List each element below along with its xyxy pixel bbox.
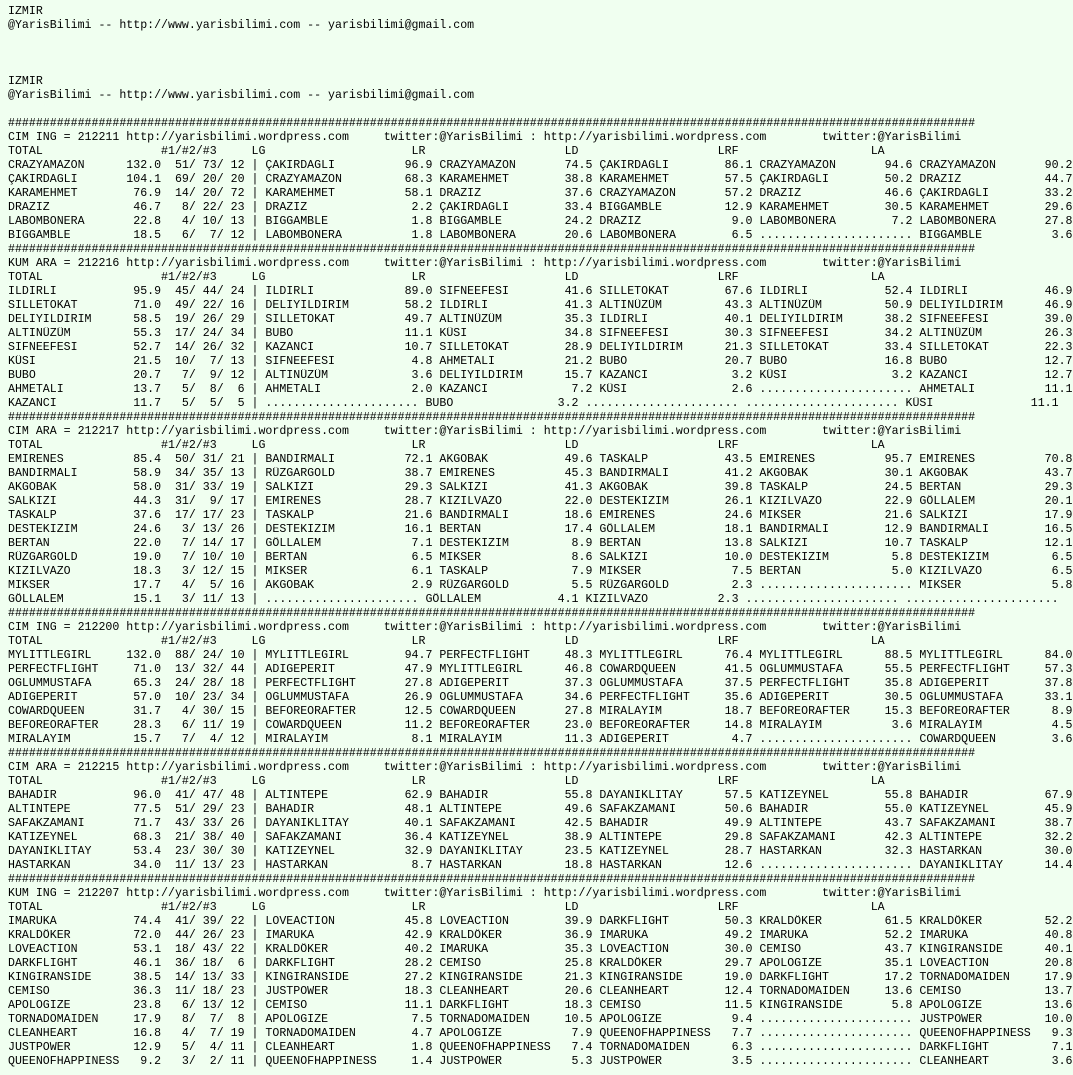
result-row: DAYANIKLITAY 53.4 23/ 30/ 30 | KATIZEYNEL 32.9 DAYANIKLITAY 23.5 KATIZEYNEL 28.7 HASTARKAN 32.3 HASTARKAN 30.0 bbox=[8, 845, 1073, 858]
result-row: KRALDÖKER 72.0 44/ 26/ 23 | IMARUKA 42.9 KRALDÖKER 36.9 IMARUKA 49.2 IMARUKA 52.2 IMARUKA 40.8 bbox=[8, 929, 1073, 942]
result-row: LABOMBONERA 22.8 4/ 10/ 13 | BIGGAMBLE 1.8 BIGGAMBLE 24.2 DRAZIZ 9.0 LABOMBONERA 7.2 LABOMBONERA 27.8 bbox=[8, 215, 1073, 228]
result-row: BIGGAMBLE 18.5 6/ 7/ 12 | LABOMBONERA 1.8 LABOMBONERA 20.6 LABOMBONERA 6.5 ...................... BIGGAMBLE 3.6 bbox=[8, 229, 1073, 242]
result-row: KÜSI 21.5 10/ 7/ 13 | SIFNEEFESI 4.8 AHMETALI 21.2 BUBO 20.7 BUBO 16.8 BUBO 12.7 bbox=[8, 355, 1073, 368]
result-row: SAFAKZAMANI 71.7 43/ 33/ 26 | DAYANIKLITAY 40.1 SAFAKZAMANI 42.5 BAHADIR 49.9 ALTINTEPE 43.7 SAFAKZAMANI 38.7 bbox=[8, 817, 1073, 830]
race-header-line: CIM ARA = 212217 http://yarisbilimi.wordpress.com twitter:@YarisBilimi : http://yarisbilimi.wordpress.com twitter:@YarisBilimi bbox=[8, 425, 962, 438]
result-row: RÜZGARGOLD 19.0 7/ 10/ 10 | BERTAN 6.5 MIKSER 8.6 SALKIZI 10.0 DESTEKIZIM 5.8 DESTEKIZIM 6.5 bbox=[8, 551, 1073, 564]
content-title: IZMIR bbox=[8, 75, 43, 88]
result-row: PERFECTFLIGHT 71.0 13/ 32/ 44 | ADIGEPERIT 47.9 MYLITTLEGIRL 46.8 COWARDQUEEN 41.5 OGLUMMUSTAFA 55.5 PERFECTFLIGHT 57.3 bbox=[8, 663, 1073, 676]
result-row: KATIZEYNEL 68.3 21/ 38/ 40 | SAFAKZAMANI 36.4 KATIZEYNEL 38.9 ALTINTEPE 29.8 SAFAKZAMANI 42.3 ALTINTEPE 32.2 bbox=[8, 831, 1073, 844]
column-header-row: TOTAL #1/#2/#3 LG LR LD LRF LA bbox=[8, 145, 885, 158]
result-row: AHMETALI 13.7 5/ 8/ 6 | AHMETALI 2.0 KAZANCI 7.2 KÜSI 2.6 ...................... AHMETALI 11.1 bbox=[8, 383, 1073, 396]
separator-line: ########################################################################################################################################### bbox=[8, 117, 976, 130]
header-contact-line: @YarisBilimi -- http://www.yarisbilimi.com -- yarisbilimi@gmail.com bbox=[8, 19, 475, 32]
result-row: MIRALAYIM 15.7 7/ 4/ 12 | MIRALAYIM 8.1 MIRALAYIM 11.3 ADIGEPERIT 4.7 ...................... COWARDQUEEN 3.6 bbox=[8, 733, 1073, 746]
result-row: QUEENOFHAPPINESS 9.2 3/ 2/ 11 | QUEENOFHAPPINESS 1.4 JUSTPOWER 5.3 JUSTPOWER 3.5 ...................... CLEANHEART 3.6 bbox=[8, 1055, 1073, 1068]
column-header-row: TOTAL #1/#2/#3 LG LR LD LRF LA bbox=[8, 775, 885, 788]
result-row: COWARDQUEEN 31.7 4/ 30/ 15 | BEFOREORAFTER 12.5 COWARDQUEEN 27.8 MIRALAYIM 18.7 BEFOREORAFTER 15.3 BEFOREORAFTER 8.9 bbox=[8, 705, 1073, 718]
separator-line: ########################################################################################################################################### bbox=[8, 411, 976, 424]
result-row: SALKIZI 44.3 31/ 9/ 17 | EMIRENES 28.7 KIZILVAZO 22.0 DESTEKIZIM 26.1 KIZILVAZO 22.9 GÖLLALEM 20.1 bbox=[8, 495, 1073, 508]
column-header-row: TOTAL #1/#2/#3 LG LR LD LRF LA bbox=[8, 271, 885, 284]
result-row: KINGIRANSIDE 38.5 14/ 13/ 33 | KINGIRANSIDE 27.2 KINGIRANSIDE 21.3 KINGIRANSIDE 19.0 DARKFLIGHT 17.2 TORNADOMAIDEN 17.9 bbox=[8, 971, 1073, 984]
separator-line: ########################################################################################################################################### bbox=[8, 747, 976, 760]
result-row: CLEANHEART 16.8 4/ 7/ 19 | TORNADOMAIDEN 4.7 APOLOGIZE 7.9 QUEENOFHAPPINESS 7.7 ...................... QUEENOFHAPPINESS 9.3 bbox=[8, 1027, 1073, 1040]
result-row: BAHADIR 96.0 41/ 47/ 48 | ALTINTEPE 62.9 BAHADIR 55.8 DAYANIKLITAY 57.5 KATIZEYNEL 55.8 BAHADIR 67.9 bbox=[8, 789, 1073, 802]
result-row: SILLETOKAT 71.0 49/ 22/ 16 | DELIYILDIRIM 58.2 ILDIRLI 41.3 ALTINÜZÜM 43.3 ALTINÜZÜM 50.9 DELIYILDIRIM 46.9 bbox=[8, 299, 1073, 312]
blank-line bbox=[8, 61, 1073, 75]
race-header-line: CIM ING = 212200 http://yarisbilimi.wordpress.com twitter:@YarisBilimi : http://yarisbilimi.wordpress.com twitter:@YarisBilimi bbox=[8, 621, 962, 634]
column-header-row: TOTAL #1/#2/#3 LG LR LD LRF LA bbox=[8, 901, 885, 914]
blank-line bbox=[8, 33, 1073, 47]
result-row: KARAMEHMET 76.9 14/ 20/ 72 | KARAMEHMET 58.1 DRAZIZ 37.6 CRAZYAMAZON 57.2 DRAZIZ 46.6 ÇAKIRDAGLI 33.2 bbox=[8, 187, 1073, 200]
result-row: MYLITTLEGIRL 132.0 88/ 24/ 10 | MYLITTLEGIRL 94.7 PERFECTFLIGHT 48.3 MYLITTLEGIRL 76.4 MYLITTLEGIRL 88.5 MYLITTLEGIRL 84.0 bbox=[8, 649, 1073, 662]
result-row: ADIGEPERIT 57.0 10/ 23/ 34 | OGLUMMUSTAFA 26.9 OGLUMMUSTAFA 34.6 PERFECTFLIGHT 35.6 ADIGEPERIT 30.5 OGLUMMUSTAFA 33.1 bbox=[8, 691, 1073, 704]
race-header-line: KUM ING = 212207 http://yarisbilimi.wordpress.com twitter:@YarisBilimi : http://yarisbilimi.wordpress.com twitter:@YarisBilimi bbox=[8, 887, 962, 900]
result-row: CEMISO 36.3 11/ 18/ 23 | JUSTPOWER 18.3 CLEANHEART 20.6 CLEANHEART 12.4 TORNADOMAIDEN 13.6 CEMISO 13.7 bbox=[8, 985, 1073, 998]
result-row: BERTAN 22.0 7/ 14/ 17 | GÖLLALEM 7.1 DESTEKIZIM 8.9 BERTAN 13.8 SALKIZI 10.7 TASKALP 12.1 bbox=[8, 537, 1073, 550]
result-row: KIZILVAZO 18.3 3/ 12/ 15 | MIKSER 6.1 TASKALP 7.9 MIKSER 7.5 BERTAN 5.0 KIZILVAZO 6.5 bbox=[8, 565, 1073, 578]
result-row: DRAZIZ 46.7 8/ 22/ 23 | DRAZIZ 2.2 ÇAKIRDAGLI 33.4 BIGGAMBLE 12.9 KARAMEHMET 30.5 KARAMEHMET 29.6 bbox=[8, 201, 1073, 214]
result-row: ALTINÜZÜM 55.3 17/ 24/ 34 | BUBO 11.1 KÜSI 34.8 SIFNEEFESI 30.3 SIFNEEFESI 34.2 ALTINÜZÜM 26.3 bbox=[8, 327, 1073, 340]
result-row: DELIYILDIRIM 58.5 19/ 26/ 29 | SILLETOKAT 49.7 ALTINÜZÜM 35.3 ILDIRLI 40.1 DELIYILDIRIM 38.2 SIFNEEFESI 39.0 bbox=[8, 313, 1073, 326]
column-header-row: TOTAL #1/#2/#3 LG LR LD LRF LA bbox=[8, 635, 885, 648]
result-row: IMARUKA 74.4 41/ 39/ 22 | LOVEACTION 45.8 LOVEACTION 39.9 DARKFLIGHT 50.3 KRALDÖKER 61.5 KRALDÖKER 52.2 bbox=[8, 915, 1073, 928]
result-row: BEFOREORAFTER 28.3 6/ 11/ 19 | COWARDQUEEN 11.2 BEFOREORAFTER 23.0 BEFOREORAFTER 14.8 MIRALAYIM 3.6 MIRALAYIM 4.5 bbox=[8, 719, 1073, 732]
blank-line bbox=[8, 47, 1073, 61]
result-row: BUBO 20.7 7/ 9/ 12 | ALTINÜZÜM 3.6 DELIYILDIRIM 15.7 KAZANCI 3.2 KÜSI 3.2 KAZANCI 12.7 bbox=[8, 369, 1073, 382]
blank-line bbox=[8, 103, 1073, 117]
race-header-line: CIM ARA = 212215 http://yarisbilimi.wordpress.com twitter:@YarisBilimi : http://yarisbilimi.wordpress.com twitter:@YarisBilimi bbox=[8, 761, 962, 774]
result-row: EMIRENES 85.4 50/ 31/ 21 | BANDIRMALI 72.1 AKGOBAK 49.6 TASKALP 43.5 EMIRENES 95.7 EMIRENES 70.8 bbox=[8, 453, 1073, 466]
result-row: TASKALP 37.6 17/ 17/ 23 | TASKALP 21.6 BANDIRMALI 18.6 EMIRENES 24.6 MIKSER 21.6 SALKIZI 17.9 bbox=[8, 509, 1073, 522]
separator-line: ########################################################################################################################################### bbox=[8, 243, 976, 256]
result-row: CRAZYAMAZON 132.0 51/ 73/ 12 | ÇAKIRDAGLI 96.9 CRAZYAMAZON 74.5 ÇAKIRDAGLI 86.1 CRAZYAMAZON 94.6 CRAZYAMAZON 90.2 bbox=[8, 159, 1073, 172]
result-row: HASTARKAN 34.0 11/ 13/ 23 | HASTARKAN 8.7 HASTARKAN 18.8 HASTARKAN 12.6 ...................... DAYANIKLITAY 14.4 bbox=[8, 859, 1073, 872]
race-header-line: CIM ING = 212211 http://yarisbilimi.wordpress.com twitter:@YarisBilimi : http://yarisbilimi.wordpress.com twitter:@YarisBilimi bbox=[8, 131, 962, 144]
result-row: JUSTPOWER 12.9 5/ 4/ 11 | CLEANHEART 1.8 QUEENOFHAPPINESS 7.4 TORNADOMAIDEN 6.3 ...................... DARKFLIGHT 7.1 bbox=[8, 1041, 1073, 1054]
result-row: BANDIRMALI 58.9 34/ 35/ 13 | RÜZGARGOLD 38.7 EMIRENES 45.3 BANDIRMALI 41.2 AKGOBAK 30.1 AKGOBAK 43.7 bbox=[8, 467, 1073, 480]
result-row: GÖLLALEM 15.1 3/ 11/ 13 | ...................... GÖLLALEM 4.1 KIZILVAZO 2.3 ...................... ...................... bbox=[8, 593, 1059, 606]
result-row: ÇAKIRDAGLI 104.1 69/ 20/ 20 | CRAZYAMAZON 68.3 KARAMEHMET 38.8 KARAMEHMET 57.5 ÇAKIRDAGLI 50.2 DRAZIZ 44.7 bbox=[8, 173, 1073, 186]
result-row: DARKFLIGHT 46.1 36/ 18/ 6 | DARKFLIGHT 28.2 CEMISO 25.8 KRALDÖKER 29.7 APOLOGIZE 35.1 LOVEACTION 20.8 bbox=[8, 957, 1073, 970]
result-row: APOLOGIZE 23.8 6/ 13/ 12 | CEMISO 11.1 DARKFLIGHT 18.3 CEMISO 11.5 KINGIRANSIDE 5.8 APOLOGIZE 13.6 bbox=[8, 999, 1073, 1012]
result-row: OGLUMMUSTAFA 65.3 24/ 28/ 18 | PERFECTFLIGHT 27.8 ADIGEPERIT 37.3 OGLUMMUSTAFA 37.5 PERFECTFLIGHT 35.8 ADIGEPERIT 37.8 bbox=[8, 677, 1073, 690]
result-row: AKGOBAK 58.0 31/ 33/ 19 | SALKIZI 29.3 SALKIZI 41.3 AKGOBAK 39.8 TASKALP 24.5 BERTAN 29.3 bbox=[8, 481, 1073, 494]
result-row: DESTEKIZIM 24.6 3/ 13/ 26 | DESTEKIZIM 16.1 BERTAN 17.4 GÖLLALEM 18.1 BANDIRMALI 12.9 BANDIRMALI 16.5 bbox=[8, 523, 1073, 536]
separator-line: ########################################################################################################################################### bbox=[8, 607, 976, 620]
result-row: TORNADOMAIDEN 17.9 8/ 7/ 8 | APOLOGIZE 7.5 TORNADOMAIDEN 10.5 APOLOGIZE 9.4 ...................... JUSTPOWER 10.0 bbox=[8, 1013, 1073, 1026]
result-row: ALTINTEPE 77.5 51/ 29/ 23 | BAHADIR 48.1 ALTINTEPE 49.6 SAFAKZAMANI 50.6 BAHADIR 55.0 KATIZEYNEL 45.9 bbox=[8, 803, 1073, 816]
race-header-line: KUM ARA = 212216 http://yarisbilimi.wordpress.com twitter:@YarisBilimi : http://yarisbilimi.wordpress.com twitter:@YarisBilimi bbox=[8, 257, 962, 270]
content-contact-line: @YarisBilimi -- http://www.yarisbilimi.com -- yarisbilimi@gmail.com bbox=[8, 89, 475, 102]
result-row: LOVEACTION 53.1 18/ 43/ 22 | KRALDÖKER 40.2 IMARUKA 35.3 LOVEACTION 30.0 CEMISO 43.7 KINGIRANSIDE 40.1 bbox=[8, 943, 1073, 956]
result-row: MIKSER 17.7 4/ 5/ 16 | AKGOBAK 2.9 RÜZGARGOLD 5.5 RÜZGARGOLD 2.3 ...................... MIKSER 5.8 bbox=[8, 579, 1073, 592]
separator-line: ########################################################################################################################################### bbox=[8, 873, 976, 886]
header-title: IZMIR bbox=[8, 5, 43, 18]
race-stats-block bbox=[8, 117, 1073, 1069]
result-row: SIFNEEFESI 52.7 14/ 26/ 32 | KAZANCI 10.7 SILLETOKAT 28.9 DELIYILDIRIM 21.3 SILLETOKAT 33.4 SILLETOKAT 22.3 bbox=[8, 341, 1073, 354]
result-row: ILDIRLI 95.9 45/ 44/ 24 | ILDIRLI 89.0 SIFNEEFESI 41.6 SILLETOKAT 67.6 ILDIRLI 52.4 ILDIRLI 46.9 bbox=[8, 285, 1073, 298]
column-header-row: TOTAL #1/#2/#3 LG LR LD LRF LA bbox=[8, 439, 885, 452]
result-row: KAZANCI 11.7 5/ 5/ 5 | ...................... BUBO 3.2 ...................... ...................... KÜSI 11.1 bbox=[8, 397, 1059, 410]
